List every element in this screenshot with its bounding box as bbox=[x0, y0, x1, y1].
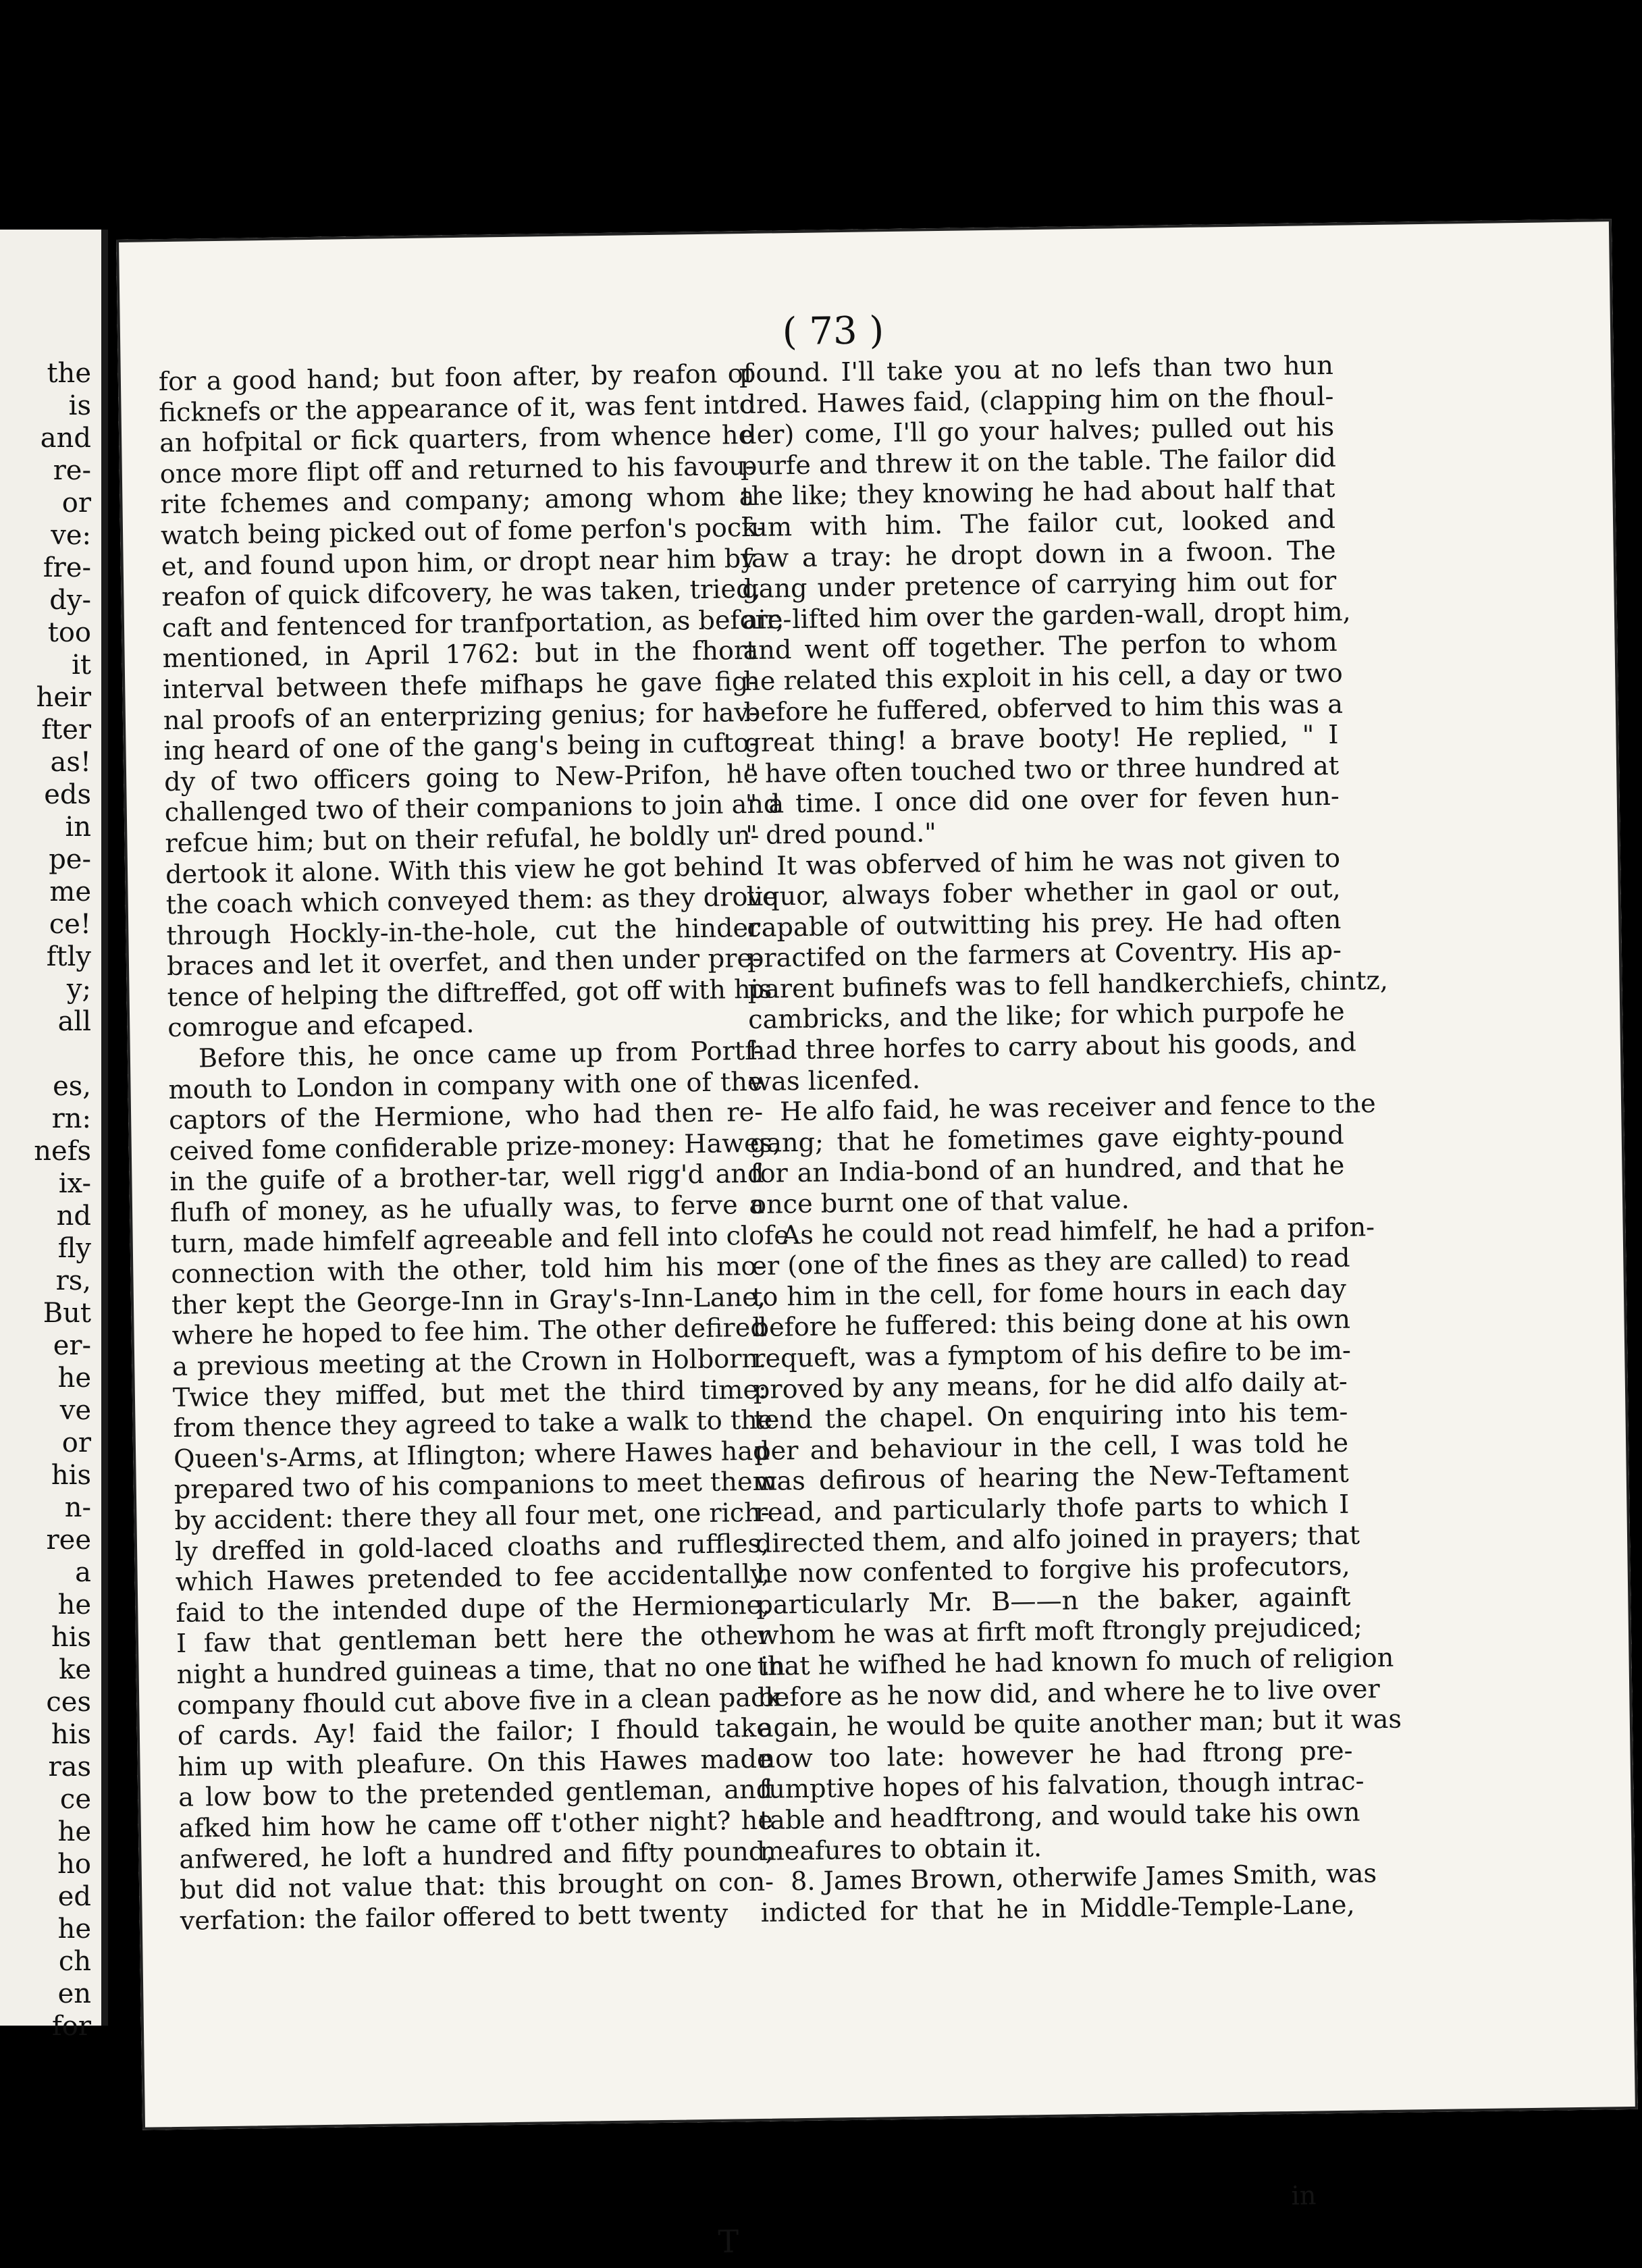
text-line: reafon of quick difcovery, he was taken, tried, bbox=[161, 574, 761, 613]
fragment-line: ch bbox=[58, 1946, 91, 1977]
text-line: great thing! a brave booty! He replied, " I bbox=[744, 720, 1339, 759]
text-line: refcue him; but on their refufal, he boldly un- bbox=[165, 820, 760, 859]
text-line: verfation: the failor offered to bett twenty bbox=[180, 1899, 729, 1936]
text-line: flufh of money, as he ufually was, to ferve a bbox=[169, 1190, 765, 1229]
text-line: him up with pleafure. On this Hawes made bbox=[178, 1744, 772, 1783]
text-line: requeft, was a fymptom of his defire to be im- bbox=[752, 1336, 1352, 1374]
text-line: meafures to obtain it. bbox=[760, 1832, 1042, 1867]
fragment-line: ce bbox=[59, 1784, 91, 1815]
text-line: again, he would be quite another man; but it was bbox=[758, 1704, 1402, 1744]
fragment-line: his bbox=[51, 1719, 91, 1750]
text-line: caft and fentenced for tranfportation, as before- bbox=[161, 604, 792, 643]
fragment-line: fly bbox=[57, 1233, 91, 1264]
text-line: night a hundred guineas a time, that no one in bbox=[176, 1652, 786, 1690]
text-line: directed them, and alfo joined in prayers; that bbox=[755, 1521, 1360, 1559]
text-line: Before this, he once came up from Portf- bbox=[198, 1036, 763, 1074]
fragment-line: he bbox=[57, 1589, 91, 1620]
text-line: fumptive hopes of his falvation, though intrac- bbox=[758, 1766, 1365, 1805]
text-line: from thence they agreed to take a walk to the bbox=[173, 1405, 773, 1444]
text-line: for an India-bond of an hundred, and that he bbox=[750, 1151, 1345, 1190]
text-line: whom he was at firft moft ftrongly prejudiced; bbox=[756, 1612, 1363, 1652]
fragment-line: es, bbox=[53, 1071, 91, 1102]
catchword: in bbox=[1291, 2181, 1317, 2211]
text-line: once burnt one of that value. bbox=[750, 1185, 1130, 1221]
text-line: parent bufinefs was to fell handkerchiefs, chintz, bbox=[747, 966, 1389, 1005]
text-line: er (one of the fines as they are called) to read bbox=[751, 1243, 1350, 1282]
text-line: before he fuffered: this being done at his own bbox=[752, 1305, 1351, 1344]
fragment-line: ftly bbox=[46, 941, 91, 972]
fragment-line: n- bbox=[64, 1492, 91, 1523]
text-line: had three horfes to carry about his goods, and bbox=[748, 1028, 1357, 1067]
fragment-line: in bbox=[65, 812, 91, 843]
fragment-line: nefs bbox=[34, 1136, 91, 1167]
text-line: capable of outwitting his prey. He had often bbox=[747, 905, 1342, 943]
text-line: the like; they knowing he had about half that bbox=[741, 474, 1335, 512]
right-text-column bbox=[739, 350, 1402, 1929]
text-line: where he hoped to fee him. The other defired bbox=[171, 1313, 768, 1352]
text-line: dy of two officers going to New-Prifon, he bbox=[163, 759, 759, 797]
fragment-line: eds bbox=[44, 779, 91, 810]
text-line: read, and particularly thofe parts to which I bbox=[755, 1489, 1350, 1528]
text-line: gang under pretence of carrying him out for bbox=[742, 566, 1337, 605]
fragment-line: ho bbox=[57, 1849, 91, 1880]
text-line: ing heard of one of the gang's being in cufto- bbox=[163, 728, 758, 767]
fragment-line: en bbox=[57, 1978, 91, 2009]
fragment-line: his bbox=[51, 1460, 91, 1491]
text-line: pound. I'll take you at no lefs than two hun bbox=[739, 350, 1334, 390]
fragment-line: or bbox=[61, 487, 91, 519]
text-line: ficknefs or the appearance of it, was fent into bbox=[159, 390, 755, 428]
text-line: faid to the intended dupe of the Hermione, bbox=[176, 1590, 770, 1629]
text-line: was licenfed. bbox=[749, 1065, 921, 1097]
fragment-line: ras bbox=[48, 1751, 91, 1783]
text-line: liquor, always fober whether in gaol or out, bbox=[746, 874, 1341, 913]
text-line: ceived fome confiderable prize-money: Hawes, bbox=[169, 1128, 781, 1167]
fragment-line: a bbox=[75, 1557, 91, 1588]
fragment-line: dy- bbox=[49, 585, 91, 616]
fragment-line: fter bbox=[41, 714, 91, 745]
text-line: a previous meeting at the Crown in Holborn. bbox=[172, 1344, 767, 1382]
text-line: a low bow to the pretended gentleman, and bbox=[178, 1774, 773, 1814]
fragment-line: heir bbox=[36, 682, 91, 713]
fragment-line: rs, bbox=[55, 1265, 91, 1296]
text-line: comrogue and efcaped. bbox=[167, 1009, 475, 1044]
text-line: but did not value that: this brought on con- bbox=[179, 1867, 774, 1906]
fragment-line: and bbox=[40, 423, 91, 454]
text-line: he related this exploit in his cell, a day or two bbox=[743, 658, 1343, 697]
text-line: practifed on the farmers at Coventry. His ap- bbox=[747, 936, 1342, 974]
text-line: proved by any means, for he did alfo daily at- bbox=[753, 1367, 1348, 1405]
fragment-line: y; bbox=[66, 974, 91, 1005]
text-line: which Hawes pretended to fee accidentally, bbox=[175, 1559, 770, 1598]
page-number: ( 73 ) bbox=[782, 309, 884, 354]
fragment-line: rn: bbox=[51, 1103, 91, 1134]
text-line: particularly Mr. B——n the baker, againft bbox=[756, 1582, 1351, 1620]
fragment-line: or bbox=[61, 1427, 91, 1458]
text-line: gang; that he fometimes gave eighty-pound bbox=[749, 1120, 1345, 1159]
text-line: interval between thefe mifhaps he gave fig- bbox=[163, 666, 758, 706]
fragment-line: he bbox=[57, 1914, 91, 1945]
text-line: prepared two of his companions to meet them bbox=[174, 1467, 778, 1506]
previous-page-edge bbox=[0, 230, 108, 2042]
text-line: " a time. I once did one over for feven hun- bbox=[745, 782, 1340, 820]
text-line: I faw that gentleman bett here the other bbox=[176, 1621, 771, 1660]
text-line: ly dreffed in gold-laced cloaths and ruffles, bbox=[174, 1529, 770, 1567]
text-line: air, lifted him over the garden-wall, dropt him, bbox=[742, 597, 1351, 635]
fragment-line: But bbox=[43, 1298, 91, 1329]
text-line: that he wifhed he had known fo much of religion bbox=[757, 1643, 1394, 1682]
text-line: et, and found upon him, or dropt near him by bbox=[161, 544, 756, 582]
text-line: mentioned, in April 1762: but in the fhort bbox=[162, 636, 757, 675]
text-line: afked him how he came off t'other night? he bbox=[178, 1805, 774, 1844]
text-line: indicted for that he in Middle-Temple-Lane, bbox=[760, 1890, 1355, 1928]
fragment-line: pe- bbox=[49, 844, 91, 875]
fragment-line: ve: bbox=[51, 520, 91, 551]
text-line: he now confented to forgive his profecutors, bbox=[756, 1551, 1350, 1590]
fragment-line: me bbox=[49, 876, 91, 907]
fragment-line: ce! bbox=[49, 909, 91, 940]
text-line: It was obferved of him he was not given to bbox=[776, 843, 1341, 881]
text-line: anfwered, he loft a hundred and fifty pound, bbox=[179, 1837, 774, 1875]
text-line: " have often touched two or three hundred at bbox=[744, 751, 1340, 789]
text-line: by accident: there they all four met, one rich- bbox=[174, 1498, 770, 1536]
fragment-line: er- bbox=[53, 1330, 91, 1361]
text-line: Queen's-Arms, at Iflington; where Hawes had bbox=[173, 1436, 770, 1475]
fragment-line: too bbox=[47, 617, 91, 648]
text-line: table and headftrong, and would take his own bbox=[759, 1797, 1360, 1836]
fragment-line: ree bbox=[46, 1525, 91, 1556]
fragment-line: his bbox=[51, 1622, 91, 1653]
text-line: now too late: however he had ftrong pre- bbox=[758, 1736, 1353, 1774]
signature-mark: T bbox=[718, 2223, 739, 2260]
text-line: Twice they miffed, but met the third time: bbox=[172, 1375, 768, 1413]
fragment-line: he bbox=[57, 1816, 91, 1847]
fragment-line: ke bbox=[59, 1654, 91, 1685]
text-line: of cards. Ay! faid the failor; I fhould take bbox=[177, 1713, 772, 1752]
text-line: connection with the other, told him his mo- bbox=[171, 1251, 766, 1290]
text-line: nal proofs of an enterprizing genius; for hav- bbox=[163, 697, 758, 736]
fragment-line: it bbox=[72, 650, 91, 681]
fragment-line: re- bbox=[53, 455, 91, 486]
text-line: company fhould cut above five in a clean pack bbox=[177, 1682, 781, 1721]
text-line: challenged two of their companions to join and bbox=[164, 789, 780, 828]
text-line: dertook it alone. With this view he got behind bbox=[165, 851, 764, 890]
fragment-line: the bbox=[47, 358, 91, 389]
text-line: to him in the cell, for fome hours in each day bbox=[751, 1274, 1347, 1313]
text-line: and went off together. The perfon to whom bbox=[743, 628, 1338, 666]
fragment-line: ix- bbox=[58, 1168, 91, 1199]
text-line: before as he now did, and where he to live over bbox=[757, 1674, 1381, 1713]
text-line: 8. James Brown, otherwife James Smith, was bbox=[790, 1859, 1377, 1897]
fragment-line: he bbox=[57, 1363, 91, 1394]
left-text-column bbox=[158, 359, 792, 1937]
text-line: tend the chapel. On enquiring into his tem- bbox=[753, 1397, 1348, 1436]
fragment-line: nd bbox=[56, 1201, 91, 1232]
text-line: fum with him. The failor cut, looked and bbox=[741, 504, 1336, 544]
text-line: faw a tray: he dropt down in a fwoon. The bbox=[741, 535, 1336, 574]
text-line: tence of helping the diftreffed, got off with his bbox=[167, 974, 772, 1013]
text-line: watch being picked out of fome perfon's pock- bbox=[160, 512, 766, 552]
fragment-line: for bbox=[51, 2011, 91, 2042]
fragment-line: as! bbox=[50, 747, 91, 778]
text-line: for a good hand; but foon after, by reafon of bbox=[158, 359, 753, 398]
text-line: dred. Hawes faid, (clapping him on the fhoul- bbox=[739, 381, 1334, 420]
text-line: an hofpital or fick quarters, from whence he bbox=[159, 421, 754, 459]
text-line: was defirous of hearing the New-Teftament bbox=[754, 1459, 1350, 1498]
fragment-line: ve bbox=[59, 1395, 91, 1426]
text-line: before he fuffered, obferved to him this was a bbox=[743, 689, 1344, 728]
text-line: through Hockly-in-the-hole, cut the hinder bbox=[166, 913, 761, 951]
text-line: ther kept the George-Inn in Gray's-Inn-Lane, bbox=[171, 1282, 766, 1321]
text-line: " dred pound." bbox=[745, 818, 937, 851]
text-line: rite fchemes and company; among whom a bbox=[160, 482, 755, 521]
text-line: per and behaviour in the cell, I was told he bbox=[753, 1428, 1349, 1467]
text-line: captors of the Hermione, who had then re- bbox=[168, 1098, 764, 1136]
text-line: mouth to London in company with one of the bbox=[168, 1067, 763, 1105]
text-line: turn, made himfelf agreeable and fell into clofe bbox=[170, 1220, 790, 1259]
fragment-line: is bbox=[68, 390, 91, 421]
book-page bbox=[116, 219, 1638, 2260]
text-line: purfe and threw it on the table. The failor did bbox=[740, 443, 1337, 481]
fragment-line: ed bbox=[57, 1881, 91, 1912]
text-line: cambricks, and the like; for which purpofe he bbox=[747, 997, 1345, 1036]
fragment-line: ces bbox=[46, 1687, 91, 1718]
text-line: He alfo faid, he was receiver and fence to the bbox=[779, 1089, 1377, 1128]
fragment-line: fre- bbox=[43, 552, 91, 583]
text-line: in the guife of a brother-tar, well rigg'd and bbox=[169, 1159, 764, 1198]
text-line: the coach which conveyed them: as they drove bbox=[165, 882, 778, 921]
text-line: der) come, I'll go your halves; pulled out his bbox=[739, 413, 1335, 451]
text-line: braces and let it overfet, and then under pre- bbox=[166, 944, 762, 982]
fragment-line: all bbox=[57, 1006, 91, 1037]
text-line: As he could not read himfelf, he had a prifon- bbox=[781, 1212, 1375, 1251]
text-line: once more flipt off and returned to his favou- bbox=[159, 451, 755, 490]
